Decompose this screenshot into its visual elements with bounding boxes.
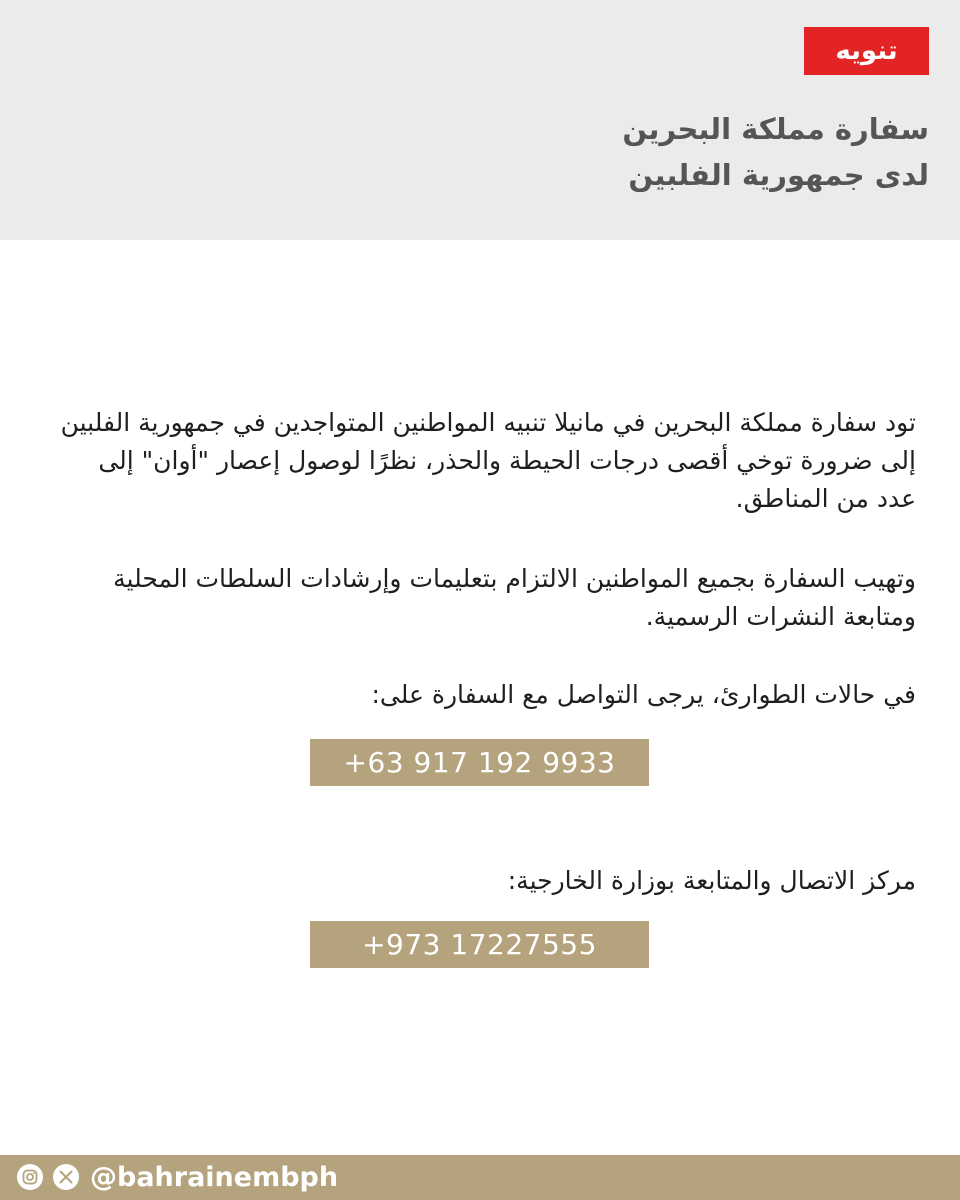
ministry-label: مركز الاتصال والمتابعة بوزارة الخارجية: <box>507 866 916 895</box>
embassy-title-line1: سفارة مملكة البحرين <box>622 112 929 146</box>
footer-bar <box>0 1155 960 1200</box>
instagram-icon[interactable] <box>17 1164 43 1190</box>
emergency-label: في حالات الطوارئ، يرجى التواصل مع السفارة على: <box>371 680 916 709</box>
embassy-title <box>329 106 929 198</box>
x-icon[interactable] <box>53 1164 79 1190</box>
alert-paragraph: تود سفارة مملكة البحرين في مانيلا تنبيه المواطنين المتواجدين في جمهورية الفلبين إلى ضرورة توخي أقصى درجات الحيطة والحذر، نظرًا لوصول إعصار "أوان" إلى عدد من المناطق. <box>60 408 916 513</box>
instructions-paragraph: وتهيب السفارة بجميع المواطنين الالتزام بتعليمات وإرشادات السلطات المحلية ومتابعة النشرات الرسمية. <box>113 564 916 631</box>
emergency-phone[interactable]: +63 917 192 9933 <box>310 739 649 786</box>
ministry-phone[interactable]: +973 17227555 <box>310 921 649 968</box>
embassy-title-line2: لدى جمهورية الفلبين <box>628 158 929 192</box>
social-handle[interactable]: @bahrainembph <box>90 1162 339 1193</box>
notice-badge: تنويه <box>804 27 929 75</box>
header-banner <box>0 0 960 240</box>
